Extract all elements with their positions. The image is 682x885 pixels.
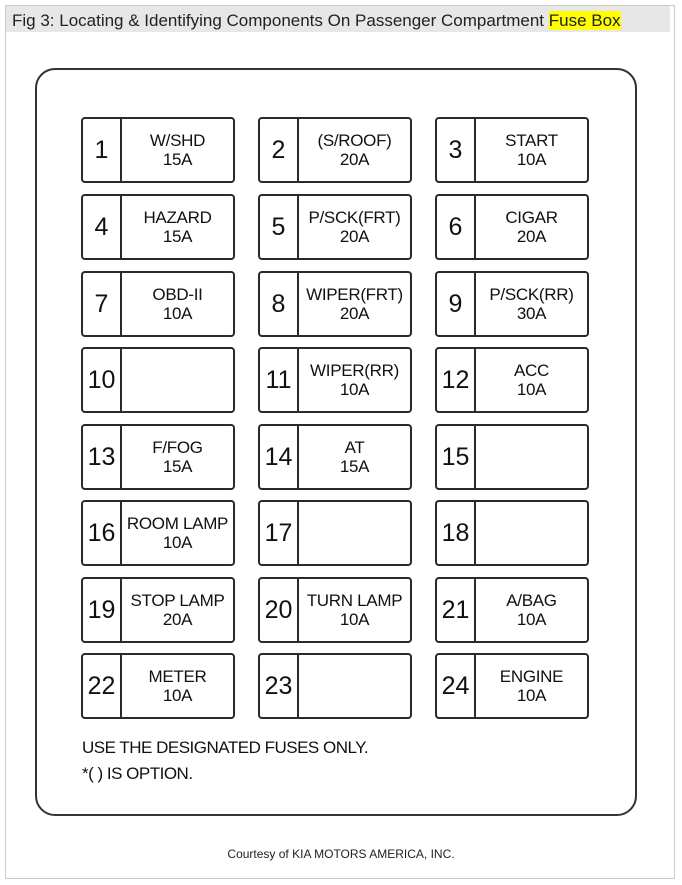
fuse-circuit-name: WIPER(RR) — [310, 361, 399, 380]
fuse-11 — [258, 347, 412, 413]
fuse-label — [122, 502, 233, 564]
fuse-circuit-name: P/SCK(FRT) — [308, 208, 401, 227]
fuse-22 — [81, 653, 235, 719]
fuse-rating: 20A — [339, 227, 370, 246]
fuse-label — [122, 579, 233, 641]
fuse-number: 13 — [83, 426, 122, 488]
fuse-number: 21 — [437, 579, 476, 641]
fuse-1 — [81, 117, 235, 183]
fuse-circuit-name: OBD-II — [152, 285, 203, 304]
fuse-8 — [258, 271, 412, 337]
fuse-label — [299, 196, 410, 258]
fuse-rating: 10A — [162, 533, 193, 552]
fuse-circuit-name: (S/ROOF) — [317, 131, 392, 150]
fuse-number: 10 — [83, 349, 122, 411]
fuse-rating: 30A — [516, 304, 547, 323]
fuse-rating: 10A — [516, 380, 547, 399]
fuse-circuit-name: START — [505, 131, 558, 150]
fuse-label — [299, 119, 410, 181]
fuse-number: 17 — [260, 502, 299, 564]
fuse-label — [476, 196, 587, 258]
fuse-number: 14 — [260, 426, 299, 488]
fuse-number: 19 — [83, 579, 122, 641]
fuse-rating: 10A — [162, 686, 193, 705]
fuse-circuit-name: F/FOG — [152, 438, 203, 457]
fuse-label — [299, 349, 410, 411]
fuse-3 — [435, 117, 589, 183]
figure-title — [12, 10, 621, 32]
fuse-number: 24 — [437, 655, 476, 717]
fuse-circuit-name: METER — [148, 667, 207, 686]
fuse-rating: 10A — [162, 304, 193, 323]
fuse-15 — [435, 424, 589, 490]
fuse-number: 8 — [260, 273, 299, 335]
fuse-24 — [435, 653, 589, 719]
fuse-label — [122, 655, 233, 717]
fuse-20 — [258, 577, 412, 643]
fuse-2 — [258, 117, 412, 183]
note-option: *( ) IS OPTION. — [82, 764, 193, 783]
fuse-circuit-name: STOP LAMP — [130, 591, 225, 610]
fuse-7 — [81, 271, 235, 337]
fuse-17 — [258, 500, 412, 566]
fuse-21 — [435, 577, 589, 643]
fuse-14 — [258, 424, 412, 490]
fuse-rating: 15A — [339, 457, 370, 476]
note-designated-fuses: USE THE DESIGNATED FUSES ONLY. — [82, 738, 369, 757]
fuse-label — [122, 349, 233, 411]
fuse-rating: 15A — [162, 150, 193, 169]
title-text: Fig 3: Locating & Identifying Components On Passenger Compartment — [12, 11, 549, 30]
credit-text: Courtesy of KIA MOTORS AMERICA, INC. — [227, 847, 455, 861]
fuse-rating: 10A — [516, 150, 547, 169]
fuse-number: 3 — [437, 119, 476, 181]
fuse-rating: 20A — [516, 227, 547, 246]
fuse-circuit-name: ROOM LAMP — [126, 514, 229, 533]
fuse-number: 22 — [83, 655, 122, 717]
fuse-label — [122, 426, 233, 488]
fuse-label — [476, 579, 587, 641]
fuse-23 — [258, 653, 412, 719]
fuse-rating: 15A — [162, 227, 193, 246]
fuse-label — [476, 119, 587, 181]
fuse-label — [476, 273, 587, 335]
fuse-rating: 10A — [339, 610, 370, 629]
fuse-13 — [81, 424, 235, 490]
fuse-circuit-name: W/SHD — [149, 131, 206, 150]
fuse-rating: 15A — [162, 457, 193, 476]
fuse-label — [299, 579, 410, 641]
fuse-rating: 20A — [339, 150, 370, 169]
fuse-number: 20 — [260, 579, 299, 641]
fuse-18 — [435, 500, 589, 566]
fuse-label — [122, 273, 233, 335]
fuse-rating: 10A — [339, 380, 370, 399]
fuse-number: 9 — [437, 273, 476, 335]
fuse-circuit-name: TURN LAMP — [306, 591, 403, 610]
fuse-label — [476, 349, 587, 411]
fuse-number: 11 — [260, 349, 299, 411]
fuse-4 — [81, 194, 235, 260]
fuse-6 — [435, 194, 589, 260]
fuse-number: 2 — [260, 119, 299, 181]
fuse-number: 5 — [260, 196, 299, 258]
fuse-label — [299, 655, 410, 717]
fuse-number: 4 — [83, 196, 122, 258]
fuse-number: 12 — [437, 349, 476, 411]
fuse-circuit-name: WIPER(FRT) — [306, 285, 403, 304]
fuse-number: 16 — [83, 502, 122, 564]
fuse-rating: 20A — [162, 610, 193, 629]
fuse-19 — [81, 577, 235, 643]
fuse-number: 1 — [83, 119, 122, 181]
fuse-circuit-name: A/BAG — [506, 591, 557, 610]
fuse-label — [299, 426, 410, 488]
fuse-circuit-name: HAZARD — [143, 208, 212, 227]
fuse-label — [122, 196, 233, 258]
fuse-5 — [258, 194, 412, 260]
fuse-label — [299, 502, 410, 564]
fuse-number: 23 — [260, 655, 299, 717]
fuse-circuit-name: ACC — [514, 361, 549, 380]
fuse-label — [476, 655, 587, 717]
fuse-rating: 10A — [516, 686, 547, 705]
fuse-9 — [435, 271, 589, 337]
fuse-label — [476, 502, 587, 564]
fuse-rating: 20A — [339, 304, 370, 323]
fuse-number: 6 — [437, 196, 476, 258]
fuse-16 — [81, 500, 235, 566]
fuse-label — [476, 426, 587, 488]
title-highlight: Fuse Box — [548, 11, 621, 30]
fuse-number: 15 — [437, 426, 476, 488]
fuse-10 — [81, 347, 235, 413]
fuse-circuit-name: AT — [344, 438, 365, 457]
fuse-circuit-name: CIGAR — [505, 208, 558, 227]
fuse-label — [122, 119, 233, 181]
fuse-rating: 10A — [516, 610, 547, 629]
fuse-circuit-name: P/SCK(RR) — [489, 285, 574, 304]
fuse-number: 18 — [437, 502, 476, 564]
fuse-label — [299, 273, 410, 335]
fuse-circuit-name: ENGINE — [499, 667, 564, 686]
fuse-12 — [435, 347, 589, 413]
fuse-number: 7 — [83, 273, 122, 335]
